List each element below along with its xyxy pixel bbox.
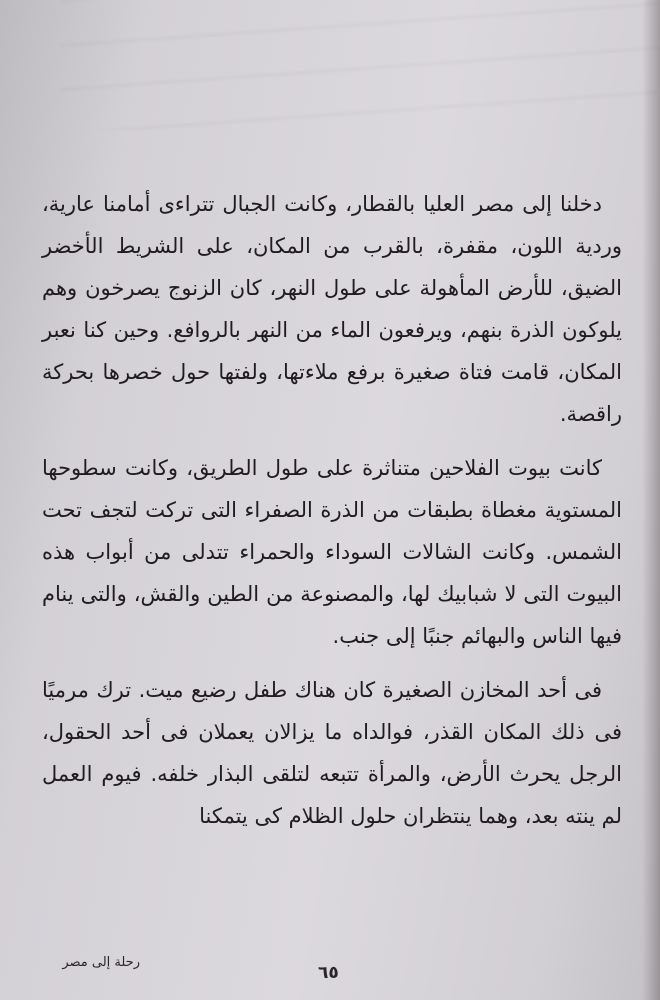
running-footer-title: رحلة إلى مصر <box>62 955 140 970</box>
paragraph-3: فى أحد المخازن الصغيرة كان هناك طفل رضيع ميت. ترك مرميًا فى ذلك المكان القذر، فوالداه ما يزالان يعملان فى أحد الحقول، الرجل يحرث الأرض، والمرأة تتبعه لتلقى البذار خلفه. فيوم العمل لم ينته بعد، وهما ينتظران حلول الظلام كى يتمكنا <box>42 678 622 828</box>
page-edge-shadow <box>642 0 660 1000</box>
show-through-text <box>60 0 660 130</box>
paragraph-1: دخلنا إلى مصر العليا بالقطار، وكانت الجبال تتراءى أمامنا عارية، وردية اللون، مقفرة، بالقرب من المكان، على الشريط الأخضر الضيق، للأرض المأهولة على طول النهر، كان الزنوج يصرخون وهم يلوكون الذرة بنهم، ويرفعون الماء من النهر بالروافع. وحين كنا نعبر المكان، قامت فتاة صغيرة برفع ملاءتها، ولفتها حول خصرها بحركة راقصة. <box>42 192 622 426</box>
page-number: ٦٥ <box>318 963 339 983</box>
body-text <box>42 183 622 849</box>
paragraph-2: كانت بيوت الفلاحين متناثرة على طول الطريق، وكانت سطوحها المستوية مغطاة بطبقات من الذرة الصفراء التى تركت لتجف تحت الشمس. وكانت الشالات السوداء والحمراء تتدلى من أبواب هذه البيوت التى لا شبابيك لها، والمصنوعة من الطين والقش، والتى ينام فيها الناس والبهائم جنبًا إلى جنب. <box>42 456 622 648</box>
